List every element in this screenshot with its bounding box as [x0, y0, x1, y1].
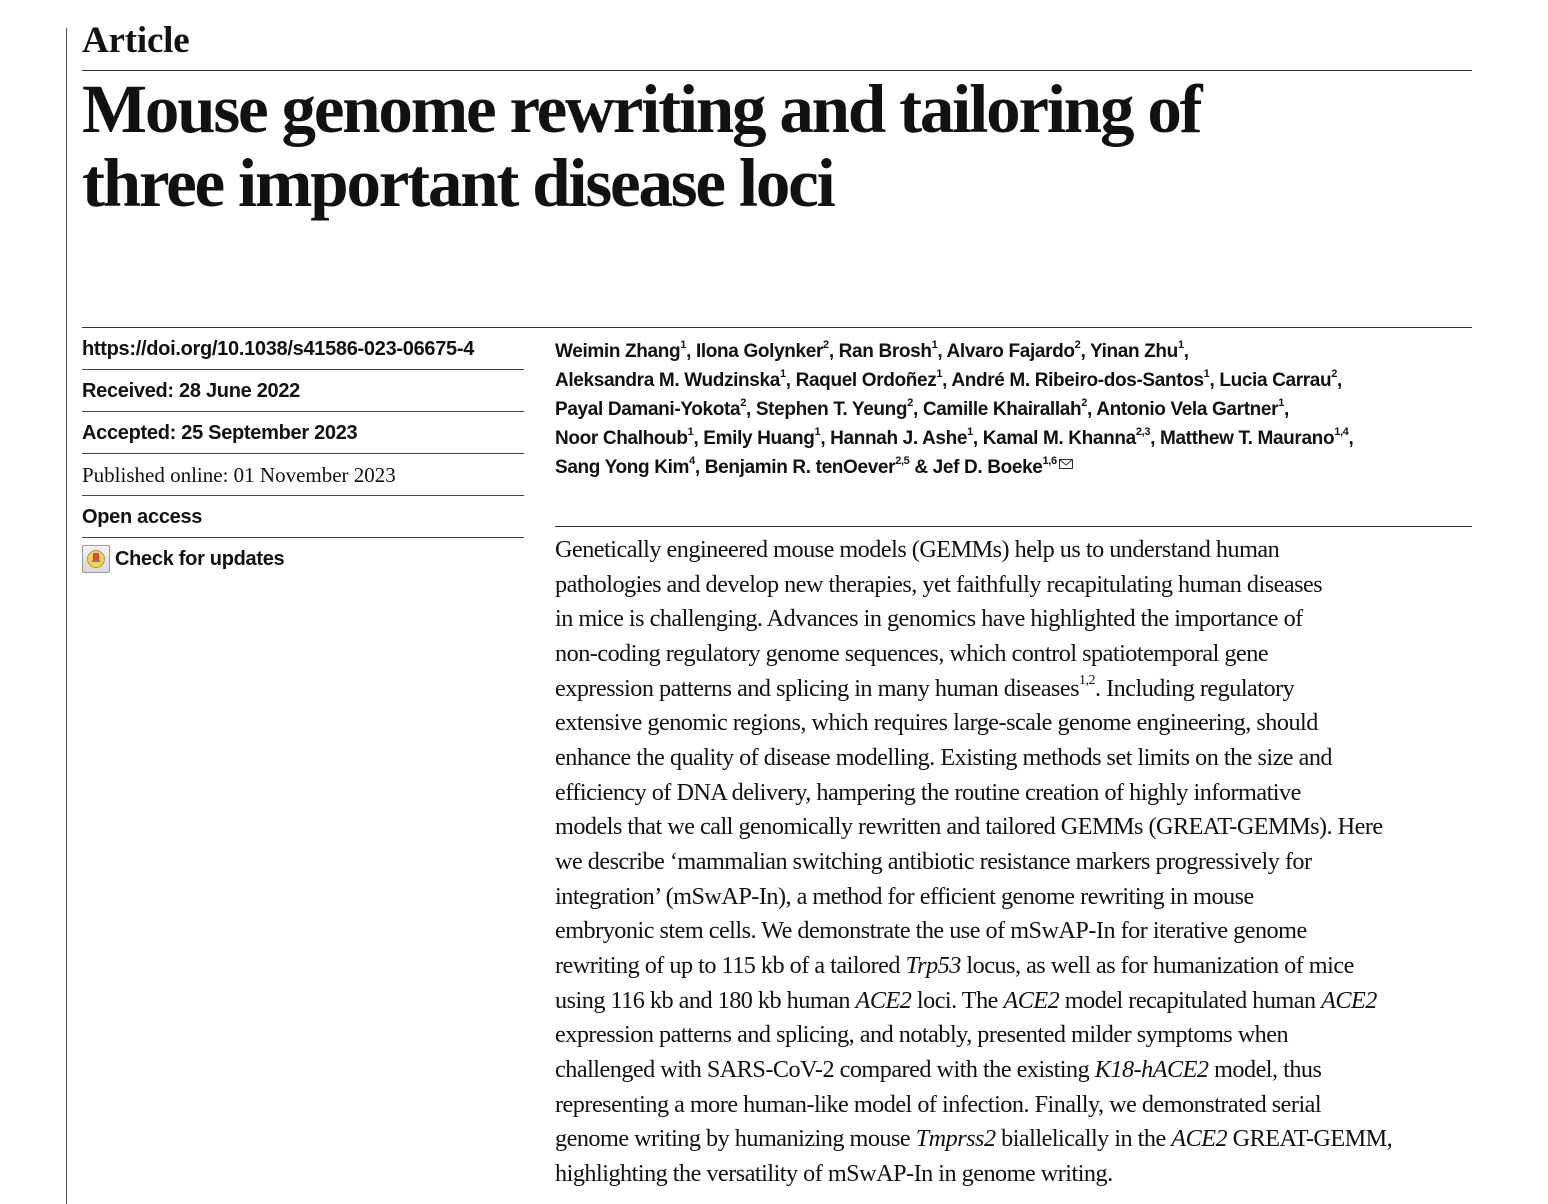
author-name-text: Benjamin R. tenOever: [704, 457, 896, 478]
abstract-segment: challenged with SARS-CoV-2 compared with the existing: [555, 1055, 1095, 1083]
author-name-text: Lucia Carrau: [1219, 370, 1332, 391]
article-type-label: Article: [82, 20, 190, 61]
author-name[interactable]: [555, 396, 746, 420]
author-affiliation: 2: [907, 396, 913, 409]
author-name[interactable]: [838, 338, 938, 362]
abstract-line: [555, 1122, 1480, 1157]
author-affiliation: 2,5: [895, 454, 910, 467]
author-separator: ,: [1183, 341, 1189, 362]
abstract-segment: rewriting of up to 115 kb of a tailored: [555, 951, 906, 979]
author-name[interactable]: [946, 338, 1081, 362]
author-name-text: Hannah J. Ashe: [830, 428, 968, 449]
author-separator: ,: [745, 399, 756, 420]
abstract-segment: using 116 kb and 180 kb human: [555, 986, 856, 1014]
abstract-segment: expression patterns and splicing in many human diseases: [555, 674, 1079, 702]
abstract-line: [555, 672, 1480, 707]
author-separator: ,: [942, 370, 952, 391]
abstract-line: [555, 1088, 1480, 1123]
author-separator: ,: [1150, 428, 1160, 449]
published-date: Published online: 01 November 2023: [82, 454, 524, 496]
author-name-text: Stephen T. Yeung: [755, 399, 908, 420]
abstract-line: [555, 880, 1480, 915]
author-separator: ,: [1283, 399, 1289, 420]
author-name[interactable]: [982, 425, 1151, 449]
article-metadata-panel: [82, 328, 524, 580]
title-line: three important disease loci: [82, 145, 834, 221]
abstract-segment: efficiency of DNA delivery, hampering the routine creation of highly informative: [555, 778, 1301, 806]
author-affiliation: 2: [740, 396, 746, 409]
author-separator: ,: [693, 428, 704, 449]
author-name[interactable]: [922, 396, 1088, 420]
author-separator: ,: [1080, 341, 1090, 362]
author-separator: ,: [937, 341, 947, 362]
author-affiliation: 1: [936, 367, 943, 380]
author-separator: ,: [686, 341, 696, 362]
author-name[interactable]: [555, 425, 694, 449]
abstract-segment: loci. The: [911, 986, 1004, 1014]
author-name-text: Weimin Zhang: [555, 341, 681, 362]
abstract-segment: integration’ (mSwAP-In), a method for efficient genome rewriting in mouse: [555, 882, 1254, 910]
author-affiliation: 1: [1278, 396, 1284, 409]
author-name-text: Ilona Golynker: [695, 341, 824, 362]
doi-link[interactable]: https://doi.org/10.1038/s41586-023-06675-4: [82, 328, 524, 370]
author-separator: ,: [912, 399, 923, 420]
author-name[interactable]: [555, 367, 786, 391]
author-separator: ,: [1087, 399, 1097, 420]
abstract-line: [555, 984, 1480, 1019]
left-margin-rule: [66, 28, 67, 1204]
author-affiliation: 1: [680, 338, 687, 351]
author-name[interactable]: [932, 454, 1073, 478]
abstract-segment: highlighting the versatility of mSwAP-In in genome writing.: [555, 1159, 1113, 1187]
author-name[interactable]: [695, 338, 829, 362]
author-name-text: Sang Yong Kim: [555, 457, 690, 478]
check-for-updates-link[interactable]: [82, 538, 524, 580]
abstract-segment: pathologies and develop new therapies, yet faithfully recapitulating human diseases: [555, 570, 1323, 598]
author-list: [555, 337, 1475, 482]
abstract-segment: extensive genomic regions, which requires large-scale genome engineering, should: [555, 709, 1318, 737]
check-for-updates-label: Check for updates: [115, 547, 285, 570]
author-separator: ,: [972, 428, 983, 449]
author-separator: ,: [820, 428, 831, 449]
abstract-text: [555, 533, 1480, 1191]
abstract-segment: expression patterns and splicing, and notably, presented milder symptoms when: [555, 1021, 1289, 1049]
author-name-text: Kamal M. Khanna: [982, 428, 1136, 449]
author-separator: ,: [1209, 370, 1220, 391]
received-date: Received: 28 June 2022: [82, 370, 524, 412]
abstract-segment: GREAT-GEMM,: [1227, 1125, 1393, 1153]
author-affiliation: 2: [823, 338, 829, 351]
author-name[interactable]: [1096, 396, 1284, 420]
title-line: Mouse genome rewriting and tailoring of: [82, 71, 1201, 147]
abstract-segment: embryonic stem cells. We demonstrate the use of mSwAP-In for iterative genome: [555, 917, 1307, 945]
author-name[interactable]: [555, 454, 695, 478]
gene-name: ACE2: [855, 986, 912, 1014]
author-name-text: Jef D. Boeke: [932, 457, 1043, 478]
abstract-segment: we describe ‘mammalian switching antibiotic resistance markers progressively for: [555, 847, 1312, 875]
author-name-text: Antonio Vela Gartner: [1096, 399, 1279, 420]
email-icon[interactable]: [1059, 459, 1073, 469]
author-affiliation: 2: [1081, 396, 1088, 409]
author-name[interactable]: [1219, 367, 1338, 391]
author-name[interactable]: [703, 425, 821, 449]
gene-name: Tmprss2: [915, 1125, 996, 1153]
author-separator: &: [909, 457, 933, 478]
author-name-text: Matthew T. Maurano: [1159, 428, 1335, 449]
author-name-text: Emily Huang: [703, 428, 815, 449]
abstract-segment: Genetically engineered mouse models (GEMMs) help us to understand human: [555, 536, 1280, 563]
abstract-segment: . Including regulatory: [1095, 674, 1295, 702]
accepted-date: Accepted: 25 September 2023: [82, 412, 524, 454]
abstract-line: [555, 637, 1480, 672]
author-name[interactable]: [1089, 338, 1184, 362]
crossmark-icon: [82, 545, 110, 573]
author-name-text: Payal Damani-Yokota: [555, 399, 741, 420]
gene-name: ACE2: [1321, 986, 1377, 1014]
abstract-line: [555, 1018, 1480, 1053]
abstract-line: [555, 568, 1480, 603]
gene-name: ACE2: [1003, 986, 1060, 1014]
article-title: [82, 72, 1482, 220]
abstract-segment: enhance the quality of disease modelling. Existing methods set limits on the size and: [555, 743, 1333, 771]
abstract-segment: non-coding regulatory genome sequences, which control spatiotemporal gene: [555, 639, 1269, 667]
author-affiliation: 1: [931, 338, 938, 351]
author-name-text: Noor Chalhoub: [555, 428, 688, 449]
author-affiliation: 2,3: [1135, 425, 1151, 438]
author-affiliation: 2: [1074, 338, 1081, 351]
abstract-line: [555, 845, 1480, 880]
author-name-text: Alvaro Fajardo: [946, 341, 1075, 362]
author-name-text: Raquel Ordoñez: [795, 370, 937, 391]
abstract-segment: biallelically in the: [995, 1125, 1172, 1153]
abstract-line: [555, 1053, 1480, 1088]
author-separator: ,: [1348, 428, 1354, 449]
author-name-text: André M. Ribeiro-dos-Santos: [951, 370, 1204, 391]
author-affiliation: 1: [1177, 338, 1184, 351]
author-separator: ,: [1337, 370, 1342, 391]
author-name-text: Aleksandra M. Wudzinska: [555, 370, 780, 391]
author-affiliation: 1: [779, 367, 786, 380]
author-affiliation: 1,4: [1334, 425, 1349, 438]
author-affiliation: 4: [689, 454, 695, 467]
author-name[interactable]: [555, 338, 687, 362]
abstract-segment: genome writing by humanizing mouse: [555, 1125, 916, 1153]
open-access-label: Open access: [82, 496, 524, 538]
author-name[interactable]: [830, 425, 973, 449]
abstract-segment: locus, as well as for humanization of mice: [960, 951, 1354, 979]
abstract-line: [555, 602, 1480, 637]
abstract-line: [555, 776, 1480, 811]
author-separator: ,: [785, 370, 796, 391]
author-affiliation: 1: [1203, 367, 1210, 380]
abstract-line: [555, 533, 1480, 568]
author-name[interactable]: [795, 367, 943, 391]
abstract-segment: in mice is challenging. Advances in genomics have highlighted the importance of: [555, 605, 1303, 633]
author-affiliation: 1: [814, 425, 821, 438]
gene-name: K18-hACE2: [1094, 1055, 1209, 1083]
author-affiliation: 1: [687, 425, 694, 438]
reference-superscript[interactable]: 1,2: [1079, 672, 1095, 688]
abstract-line: [555, 914, 1480, 949]
author-name[interactable]: [951, 367, 1210, 391]
author-affiliation: 2: [1331, 367, 1338, 380]
author-name[interactable]: [1159, 425, 1349, 449]
author-name-text: Ran Brosh: [838, 341, 932, 362]
abstract-line: [555, 810, 1480, 845]
abstract-segment: model recapitulated human: [1059, 986, 1322, 1014]
author-name[interactable]: [755, 396, 913, 420]
author-separator: ,: [828, 341, 839, 362]
author-name[interactable]: [704, 454, 910, 478]
abstract-segment: models that we call genomically rewritten and tailored GEMMs (GREAT-GEMMs). Here: [555, 813, 1383, 841]
abstract-line: [555, 706, 1480, 741]
author-separator: ,: [694, 457, 705, 478]
author-name-text: Yinan Zhu: [1089, 341, 1178, 362]
abstract-divider: [555, 526, 1472, 527]
abstract-segment: representing a more human-like model of infection. Finally, we demonstrated serial: [555, 1090, 1322, 1118]
author-affiliation: 1,6: [1042, 454, 1057, 467]
author-affiliation: 1: [967, 425, 973, 438]
abstract-line: [555, 949, 1480, 984]
gene-name: Trp53: [905, 951, 961, 979]
abstract-line: [555, 1157, 1480, 1192]
gene-name: ACE2: [1171, 1125, 1228, 1153]
author-name-text: Camille Khairallah: [922, 399, 1082, 420]
abstract-segment: model, thus: [1208, 1055, 1322, 1083]
abstract-line: [555, 741, 1480, 776]
